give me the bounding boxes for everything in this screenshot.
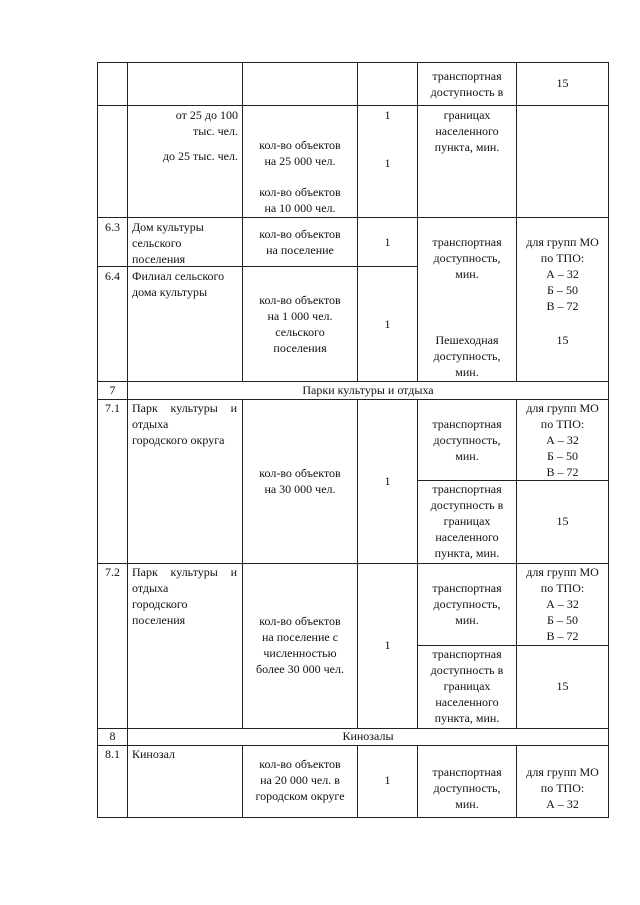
norm-value: 15 bbox=[556, 514, 569, 528]
value-cell: 1 bbox=[384, 773, 391, 787]
unit-cell: кол-во объектов на 25 000 чел. кол-во объектов на 10 000 чел. bbox=[259, 138, 341, 215]
access-cell: транспортная доступность, мин. bbox=[432, 581, 502, 627]
value-cell: 1 bbox=[384, 156, 391, 170]
row-number: 7.2 bbox=[105, 565, 120, 579]
row-number: 6.4 bbox=[105, 269, 120, 283]
facility-name: Парк культуры и отдыха городского округа bbox=[132, 401, 237, 447]
row-number: 7.1 bbox=[105, 401, 120, 415]
norm-value: 15 bbox=[556, 76, 569, 90]
table-rule bbox=[242, 399, 243, 728]
value-cell: 1 bbox=[384, 474, 391, 488]
norm-value: 15 bbox=[556, 679, 569, 693]
value-cell: 1 bbox=[384, 235, 391, 249]
table-rule bbox=[97, 217, 608, 218]
table-rule bbox=[97, 105, 608, 106]
norm-cell: для групп МО по ТПО: А – 32 bbox=[526, 765, 599, 811]
section-number: 8 bbox=[109, 729, 116, 743]
access-cell: границах населенного пункта, мин. bbox=[434, 108, 500, 154]
population-range: от 25 до 100 тыс. чел. до 25 тыс. чел. bbox=[162, 108, 238, 163]
table-rule bbox=[357, 399, 358, 728]
facility-name: Парк культуры и отдыха городского поселения bbox=[132, 565, 237, 627]
unit-cell: кол-во объектов на 20 000 чел. в городском округе bbox=[255, 757, 345, 803]
unit-cell: кол-во объектов на поселение с численностью более 30 000 чел. bbox=[256, 614, 344, 676]
norm-cell: для групп МО по ТПО: А – 32 Б – 50 В – 72 bbox=[526, 235, 599, 313]
section-title: Кинозалы bbox=[342, 729, 394, 743]
access-cell: транспортная доступность, мин. bbox=[432, 765, 502, 811]
section-number: 7 bbox=[109, 383, 116, 397]
access-cell: транспортная доступность, мин. bbox=[432, 417, 502, 463]
table-rule bbox=[97, 62, 98, 818]
facility-name: Дом культуры сельского поселения bbox=[132, 220, 204, 266]
unit-cell: кол-во объектов на 1 000 чел. сельского поселения bbox=[259, 293, 341, 355]
norm-cell: для групп МО по ТПО: А – 32 Б – 50 В – 72 bbox=[526, 401, 599, 479]
unit-cell: кол-во объектов на 30 000 чел. bbox=[259, 466, 341, 496]
table-rule bbox=[127, 62, 128, 818]
access-cell: транспортная доступность в bbox=[430, 69, 504, 99]
table-rule bbox=[97, 62, 608, 63]
value-cell: 1 bbox=[384, 638, 391, 652]
section-title: Парки культуры и отдыха bbox=[302, 383, 434, 397]
access-cell: транспортная доступность, мин. bbox=[432, 235, 502, 281]
value-cell: 1 bbox=[384, 317, 391, 331]
access-cell: транспортная доступность в границах населенного пункта, мин. bbox=[430, 647, 504, 725]
facility-name: Кинозал bbox=[132, 747, 176, 761]
value-cell: 1 bbox=[384, 108, 391, 122]
norm-value: 15 bbox=[556, 333, 569, 347]
access-cell: Пешеходная доступность, мин. bbox=[433, 333, 501, 379]
row-number: 8.1 bbox=[105, 747, 120, 761]
unit-cell: кол-во объектов на поселение bbox=[259, 227, 341, 257]
table-rule bbox=[608, 62, 609, 818]
access-cell: транспортная доступность в границах населенного пункта, мин. bbox=[430, 482, 504, 560]
facility-name: Филиал сельского дома культуры bbox=[132, 269, 225, 299]
table-rule bbox=[97, 817, 608, 818]
norm-cell: для групп МО по ТПО: А – 32 Б – 50 В – 72 bbox=[526, 565, 599, 643]
row-number: 6.3 bbox=[105, 220, 120, 234]
